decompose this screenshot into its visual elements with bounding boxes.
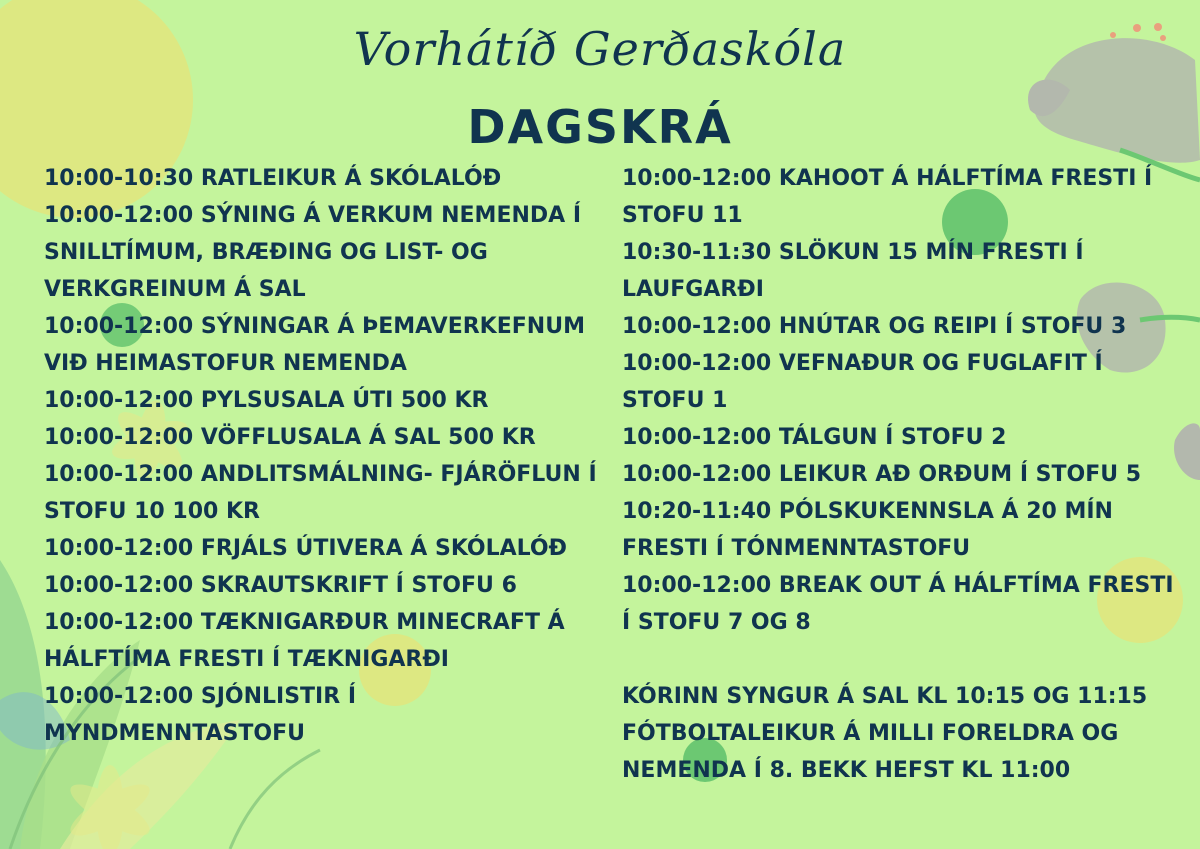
schedule-item: 10:20-11:40 PÓLSKUKENNSLA Á 20 MÍN FRESTI Í TÓNMENNTASTOFU: [622, 499, 1113, 561]
schedule-item: 10:30-11:30 SLÖKUN 15 MÍN FRESTI Í LAUFGARÐI: [622, 240, 1084, 302]
schedule-item: 10:00-12:00 VÖFFLUSALA Á SAL 500 KR: [44, 425, 536, 450]
schedule-item: 10:00-12:00 TÁLGUN Í STOFU 2: [622, 425, 1007, 450]
schedule-item: 10:00-12:00 BREAK OUT Á HÁLFTÍMA FRESTI Í STOFU 7 OG 8: [622, 573, 1174, 635]
schedule-item: 10:00-12:00 TÆKNIGARÐUR MINECRAFT Á HÁLFTÍMA FRESTI Í TÆKNIGARÐI: [44, 610, 565, 672]
schedule-right-column: [622, 160, 1182, 789]
schedule-item: 10:00-12:00 PYLSUSALA ÚTI 500 KR: [44, 388, 489, 413]
schedule-item: 10:00-12:00 LEIKUR AÐ ORÐUM Í STOFU 5: [622, 462, 1142, 487]
schedule-item: 10:00-12:00 VEFNAÐUR OG FUGLAFIT Í STOFU 1: [622, 351, 1103, 413]
schedule-item: 10:00-12:00 FRJÁLS ÚTIVERA Á SKÓLALÓÐ: [44, 536, 567, 561]
schedule-item: 10:00-12:00 SÝNINGAR Á ÞEMAVERKEFNUM VIÐ HEIMASTOFUR NEMENDA: [44, 314, 585, 376]
page-title: DAGSKRÁ: [467, 100, 733, 154]
schedule-item: 10:00-12:00 KAHOOT Á HÁLFTÍMA FRESTI Í STOFU 11: [622, 166, 1153, 228]
note-item: KÓRINN SYNGUR Á SAL KL 10:15 OG 11:15: [622, 684, 1148, 709]
schedule-item: 10:00-12:00 SKRAUTSKRIFT Í STOFU 6: [44, 573, 517, 598]
schedule-item: 10:00-12:00 HNÚTAR OG REIPI Í STOFU 3: [622, 314, 1127, 339]
schedule-item: 10:00-12:00 SJÓNLISTIR Í MYNDMENNTASTOFU: [44, 684, 357, 746]
script-title: Vorhátíð Gerðaskóla: [353, 22, 847, 76]
schedule-item: 10:00-12:00 ANDLITSMÁLNING- FJÁRÖFLUN Í STOFU 10 100 KR: [44, 462, 597, 524]
schedule-item: 10:00-10:30 RATLEIKUR Á SKÓLALÓÐ: [44, 166, 502, 191]
schedule-item: 10:00-12:00 SÝNING Á VERKUM NEMENDA Í SNILLTÍMUM, BRÆÐING OG LIST- OG VERKGREINUM Á SAL: [44, 203, 582, 302]
schedule-left-column: [44, 160, 614, 752]
note-item: FÓTBOLTALEIKUR Á MILLI FORELDRA OG NEMENDA Í 8. BEKK HEFST KL 11:00: [622, 721, 1119, 783]
